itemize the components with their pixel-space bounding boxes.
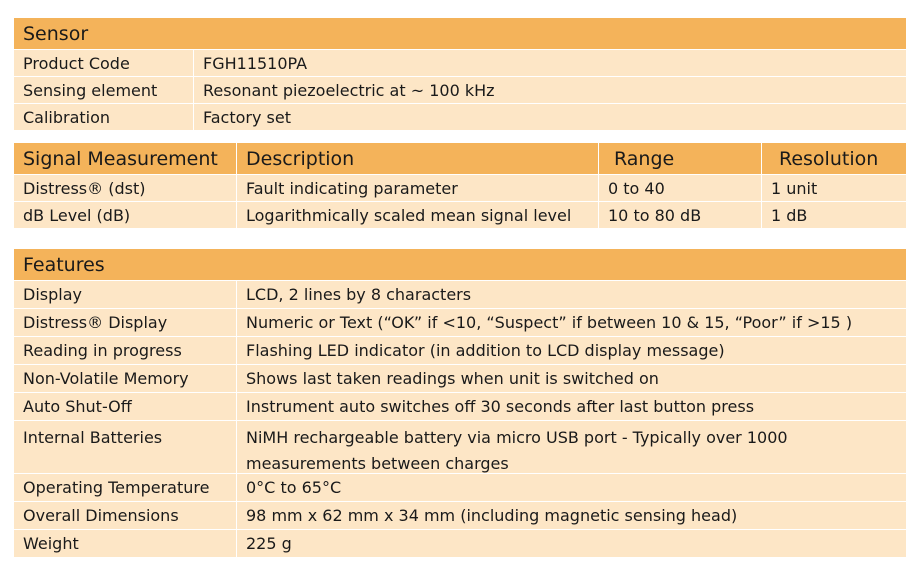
row-value: Factory set bbox=[203, 107, 291, 127]
signal-range: 0 to 40 bbox=[599, 175, 762, 201]
row-value: Resonant piezoelectric at ~ 100 kHz bbox=[203, 80, 495, 100]
row-value: LCD, 2 lines by 8 characters bbox=[246, 285, 472, 304]
header-signal-measurement: Signal Measurement bbox=[14, 143, 237, 174]
row-label: Distress® Display bbox=[14, 309, 237, 336]
signal-table bbox=[14, 143, 906, 229]
row-value: Instrument auto switches off 30 seconds after last button press bbox=[246, 397, 755, 416]
row-label: Overall Dimensions bbox=[14, 502, 237, 529]
row-value: NiMH rechargeable battery via micro USB port - Typically over 1000 measurements between charges bbox=[246, 428, 788, 473]
signal-description: Logarithmically scaled mean signal level bbox=[237, 202, 599, 228]
row-value: 225 g bbox=[246, 534, 292, 553]
row-label: Auto Shut-Off bbox=[14, 393, 237, 420]
table-row bbox=[14, 77, 906, 104]
sensor-title: Sensor bbox=[23, 22, 89, 45]
table-row bbox=[14, 530, 906, 558]
row-label: Operating Temperature bbox=[14, 474, 237, 501]
table-row bbox=[14, 474, 906, 502]
row-label: Calibration bbox=[14, 104, 194, 130]
table-row bbox=[14, 365, 906, 393]
signal-resolution: 1 dB bbox=[771, 205, 808, 225]
signal-name: Distress® (dst) bbox=[14, 175, 237, 201]
header-range: Range bbox=[599, 143, 762, 174]
table-row bbox=[14, 502, 906, 530]
table-row bbox=[14, 281, 906, 309]
signal-range: 10 to 80 dB bbox=[599, 202, 762, 228]
row-label: Reading in progress bbox=[14, 337, 237, 364]
signal-description: Fault indicating parameter bbox=[237, 175, 599, 201]
row-value: 0°C to 65°C bbox=[246, 478, 342, 497]
table-row bbox=[14, 421, 906, 474]
features-table bbox=[14, 249, 906, 558]
features-title: Features bbox=[23, 253, 105, 276]
row-value: Numeric or Text (“OK” if <10, “Suspect” if between 10 & 15, “Poor” if >15 ) bbox=[246, 313, 853, 332]
row-value: Flashing LED indicator (in addition to LCD display message) bbox=[246, 341, 725, 360]
signal-resolution: 1 unit bbox=[771, 178, 818, 198]
sensor-header bbox=[14, 18, 906, 50]
row-value: Shows last taken readings when unit is switched on bbox=[246, 369, 659, 388]
table-row bbox=[14, 104, 906, 131]
table-row bbox=[14, 337, 906, 365]
sensor-table bbox=[14, 18, 906, 131]
row-value: FGH11510PA bbox=[203, 53, 308, 73]
row-label: Internal Batteries bbox=[14, 421, 237, 473]
row-label: Sensing element bbox=[14, 77, 194, 103]
header-resolution: Resolution bbox=[779, 147, 879, 170]
row-label: Product Code bbox=[14, 50, 194, 76]
table-row bbox=[14, 393, 906, 421]
row-label: Weight bbox=[14, 530, 237, 557]
table-row bbox=[14, 202, 906, 229]
table-row bbox=[14, 50, 906, 77]
signal-name: dB Level (dB) bbox=[14, 202, 237, 228]
features-header bbox=[14, 249, 906, 281]
row-label: Non-Volatile Memory bbox=[14, 365, 237, 392]
table-row bbox=[14, 309, 906, 337]
row-label: Display bbox=[14, 281, 237, 308]
header-description: Description bbox=[237, 143, 599, 174]
row-value: 98 mm x 62 mm x 34 mm (including magnetic sensing head) bbox=[246, 506, 738, 525]
signal-header bbox=[14, 143, 906, 175]
table-row bbox=[14, 175, 906, 202]
